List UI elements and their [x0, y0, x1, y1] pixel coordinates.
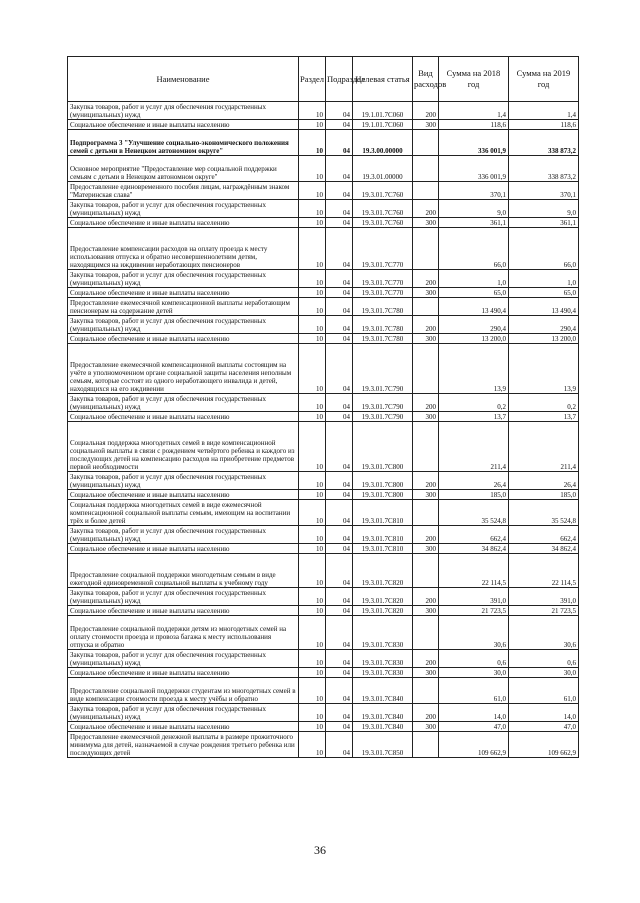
- row-expense-type: [413, 298, 439, 316]
- row-expense-type: 200: [413, 200, 439, 218]
- row-expense-type: [413, 678, 439, 704]
- row-sum-2019: 361,1: [509, 218, 579, 228]
- row-sum-2019: 13 200,0: [509, 334, 579, 344]
- row-name: Социальное обеспечение и иные выплаты населению: [68, 544, 299, 554]
- row-sum-2019: 61,0: [509, 678, 579, 704]
- page-number: 36: [314, 843, 326, 857]
- row-name: Социальная поддержка многодетных семей в виде ежемесячной компенсационной социальной выплаты семьям, имеющим на воспитании трёх и более детей: [68, 500, 299, 526]
- row-sum-2019: 30,0: [509, 668, 579, 678]
- row-subsection: 04: [326, 316, 353, 334]
- table-row: [68, 588, 579, 606]
- row-target-code: 19.3.01.7C820: [353, 606, 413, 616]
- row-section: 10: [299, 606, 326, 616]
- row-expense-type: 200: [413, 526, 439, 544]
- row-section: 10: [299, 526, 326, 544]
- row-section: 10: [299, 394, 326, 412]
- row-subsection: 04: [326, 526, 353, 544]
- row-subsection: 04: [326, 344, 353, 394]
- row-sum-2018: 336 001,9: [439, 156, 509, 182]
- row-expense-type: 300: [413, 722, 439, 732]
- row-target-code: 19.3.01.7C770: [353, 270, 413, 288]
- table-row: [68, 394, 579, 412]
- row-subsection: 04: [326, 606, 353, 616]
- row-target-code: 19.3.01.7C760: [353, 200, 413, 218]
- row-section: 10: [299, 412, 326, 422]
- row-sum-2018: 1,4: [439, 102, 509, 120]
- table-row: [68, 668, 579, 678]
- row-section: 10: [299, 588, 326, 606]
- header-subsection: Подраздел: [326, 57, 353, 102]
- table-body: [68, 102, 579, 758]
- row-target-code: 19.3.01.7C830: [353, 616, 413, 650]
- row-subsection: 04: [326, 228, 353, 270]
- row-subsection: 04: [326, 650, 353, 668]
- row-name: Социальное обеспечение и иные выплаты населению: [68, 218, 299, 228]
- row-sum-2019: 1,0: [509, 270, 579, 288]
- row-subsection: 04: [326, 668, 353, 678]
- row-section: 10: [299, 722, 326, 732]
- table-row: [68, 182, 579, 200]
- row-subsection: 04: [326, 120, 353, 130]
- table-row: [68, 200, 579, 218]
- row-section: 10: [299, 182, 326, 200]
- row-name: Социальное обеспечение и иные выплаты населению: [68, 412, 299, 422]
- row-name: Предоставление социальной поддержки детям из многодетных семей на оплату стоимости проезда и провоза багажа к месту использования отпуска и обратно: [68, 616, 299, 650]
- row-subsection: 04: [326, 422, 353, 472]
- row-sum-2019: 9,0: [509, 200, 579, 218]
- header-target-article: Целевая статья: [353, 57, 413, 102]
- row-expense-type: [413, 130, 439, 156]
- row-sum-2019: 391,0: [509, 588, 579, 606]
- row-sum-2019: 34 862,4: [509, 544, 579, 554]
- row-section: 10: [299, 704, 326, 722]
- row-name: Закупка товаров, работ и услуг для обеспечения государственных (муниципальных) нужд: [68, 588, 299, 606]
- row-sum-2019: 290,4: [509, 316, 579, 334]
- row-sum-2019: 35 524,8: [509, 500, 579, 526]
- row-name: Основное мероприятие "Предоставление мер социальной поддержки семьям с детьми в Ненецком автономном округе": [68, 156, 299, 182]
- table-row: [68, 316, 579, 334]
- table-row: [68, 218, 579, 228]
- header-expense-type: Вид расходов: [413, 57, 439, 102]
- budget-table: [67, 56, 579, 758]
- row-subsection: 04: [326, 544, 353, 554]
- row-sum-2019: 14,0: [509, 704, 579, 722]
- row-subsection: 04: [326, 334, 353, 344]
- row-target-code: 19.3.01.7C830: [353, 668, 413, 678]
- row-expense-type: 200: [413, 316, 439, 334]
- row-target-code: 19.3.01.7C800: [353, 422, 413, 472]
- row-sum-2018: 21 723,5: [439, 606, 509, 616]
- row-expense-type: [413, 344, 439, 394]
- row-expense-type: 200: [413, 704, 439, 722]
- table-row: [68, 422, 579, 472]
- row-name: Закупка товаров, работ и услуг для обеспечения государственных (муниципальных) нужд: [68, 704, 299, 722]
- row-sum-2019: 109 662,9: [509, 732, 579, 758]
- table-row: [68, 412, 579, 422]
- row-name: Социальное обеспечение и иные выплаты населению: [68, 722, 299, 732]
- row-subsection: 04: [326, 472, 353, 490]
- row-section: 10: [299, 678, 326, 704]
- row-target-code: 19.3.01.7C760: [353, 218, 413, 228]
- header-sum-2018: Сумма на 2018 год: [439, 57, 509, 102]
- row-sum-2018: 14,0: [439, 704, 509, 722]
- table-row: [68, 298, 579, 316]
- row-sum-2018: 26,4: [439, 472, 509, 490]
- row-sum-2018: 9,0: [439, 200, 509, 218]
- row-sum-2019: 0,6: [509, 650, 579, 668]
- row-sum-2018: 290,4: [439, 316, 509, 334]
- header-sum-2019: Сумма на 2019 год: [509, 57, 579, 102]
- row-sum-2019: 0,2: [509, 394, 579, 412]
- row-sum-2018: 30,0: [439, 668, 509, 678]
- row-expense-type: 200: [413, 588, 439, 606]
- row-sum-2018: 61,0: [439, 678, 509, 704]
- row-sum-2019: 13 490,4: [509, 298, 579, 316]
- row-section: 10: [299, 422, 326, 472]
- header-name: Наименование: [68, 57, 299, 102]
- row-expense-type: [413, 616, 439, 650]
- row-section: 10: [299, 156, 326, 182]
- row-sum-2018: 34 862,4: [439, 544, 509, 554]
- table-row: [68, 650, 579, 668]
- table-row: [68, 472, 579, 490]
- row-sum-2018: 185,0: [439, 490, 509, 500]
- row-subsection: 04: [326, 704, 353, 722]
- row-section: 10: [299, 270, 326, 288]
- table-row: [68, 102, 579, 120]
- row-section: 10: [299, 544, 326, 554]
- row-target-code: 19.3.01.7C820: [353, 588, 413, 606]
- row-sum-2019: 338 873,2: [509, 130, 579, 156]
- row-name: Закупка товаров, работ и услуг для обеспечения государственных (муниципальных) нужд: [68, 316, 299, 334]
- row-subsection: 04: [326, 200, 353, 218]
- row-sum-2018: 0,6: [439, 650, 509, 668]
- table-row: [68, 554, 579, 588]
- row-sum-2018: 370,1: [439, 182, 509, 200]
- row-sum-2018: 13 200,0: [439, 334, 509, 344]
- row-sum-2018: 65,0: [439, 288, 509, 298]
- row-name: Социальная поддержка многодетных семей в виде компенсационной социальной выплаты в связи с рождением четвёртого ребенка и каждого из последующих детей на компенсацию расходов на приобретение предметов первой необходимости: [68, 422, 299, 472]
- row-expense-type: 200: [413, 394, 439, 412]
- row-sum-2019: 662,4: [509, 526, 579, 544]
- row-target-code: 19.1.01.7C060: [353, 102, 413, 120]
- table-row: [68, 334, 579, 344]
- row-sum-2019: 13,7: [509, 412, 579, 422]
- row-section: 10: [299, 668, 326, 678]
- row-name: Закупка товаров, работ и услуг для обеспечения государственных (муниципальных) нужд: [68, 526, 299, 544]
- table-row: [68, 544, 579, 554]
- row-subsection: 04: [326, 500, 353, 526]
- row-expense-type: 200: [413, 270, 439, 288]
- row-name: Подпрограмма 3 "Улучшение социально-экономического положения семей с детьми в Ненецком автономном округе": [68, 130, 299, 156]
- row-name: Предоставление социальной поддержки студентам из многодетных семей в виде компенсации стоимости проезда к месту учёбы и обратно: [68, 678, 299, 704]
- row-expense-type: 300: [413, 218, 439, 228]
- row-name: Социальное обеспечение и иные выплаты населению: [68, 668, 299, 678]
- row-sum-2019: 185,0: [509, 490, 579, 500]
- row-section: 10: [299, 228, 326, 270]
- row-expense-type: 300: [413, 334, 439, 344]
- row-sum-2019: 47,0: [509, 722, 579, 732]
- row-sum-2019: 118,6: [509, 120, 579, 130]
- row-section: 10: [299, 344, 326, 394]
- row-name: Закупка товаров, работ и услуг для обеспечения государственных (муниципальных) нужд: [68, 200, 299, 218]
- row-sum-2018: 336 001,9: [439, 130, 509, 156]
- row-name: Социальное обеспечение и иные выплаты населению: [68, 120, 299, 130]
- row-section: 10: [299, 616, 326, 650]
- row-sum-2018: 35 524,8: [439, 500, 509, 526]
- row-sum-2018: 22 114,5: [439, 554, 509, 588]
- row-target-code: 19.3.01.7C840: [353, 704, 413, 722]
- row-sum-2019: 1,4: [509, 102, 579, 120]
- row-section: 10: [299, 316, 326, 334]
- row-section: 10: [299, 102, 326, 120]
- row-subsection: 04: [326, 394, 353, 412]
- header-row: [68, 57, 579, 102]
- row-name: Социальное обеспечение и иные выплаты населению: [68, 490, 299, 500]
- row-expense-type: 300: [413, 606, 439, 616]
- row-sum-2019: 13,9: [509, 344, 579, 394]
- row-subsection: 04: [326, 722, 353, 732]
- row-expense-type: 300: [413, 288, 439, 298]
- table-row: [68, 526, 579, 544]
- table-row: [68, 344, 579, 394]
- row-target-code: 19.3.01.7C760: [353, 182, 413, 200]
- row-target-code: 19.3.01.7C810: [353, 544, 413, 554]
- table-row: [68, 120, 579, 130]
- row-subsection: 04: [326, 182, 353, 200]
- row-target-code: 19.3.01.7C790: [353, 344, 413, 394]
- row-sum-2018: 1,0: [439, 270, 509, 288]
- row-target-code: 19.3.01.7C780: [353, 334, 413, 344]
- row-subsection: 04: [326, 218, 353, 228]
- row-section: 10: [299, 554, 326, 588]
- row-target-code: 19.3.01.00000: [353, 156, 413, 182]
- row-sum-2019: 66,0: [509, 228, 579, 270]
- row-target-code: 19.3.01.7C840: [353, 678, 413, 704]
- row-expense-type: [413, 182, 439, 200]
- row-expense-type: 200: [413, 650, 439, 668]
- row-expense-type: 200: [413, 102, 439, 120]
- row-expense-type: [413, 422, 439, 472]
- table-row: [68, 606, 579, 616]
- row-subsection: 04: [326, 270, 353, 288]
- row-sum-2018: 391,0: [439, 588, 509, 606]
- table-row: [68, 704, 579, 722]
- row-section: 10: [299, 218, 326, 228]
- row-sum-2019: 21 723,5: [509, 606, 579, 616]
- row-name: Предоставление социальной поддержки многодетным семьям в виде ежегодной единовременной социальной выплаты к учебному году: [68, 554, 299, 588]
- row-sum-2018: 662,4: [439, 526, 509, 544]
- row-section: 10: [299, 472, 326, 490]
- row-name: Предоставление компенсации расходов на оплату проезда к месту использования отпуска и обратно несовершеннолетним детям, находящимся на иждивении неработающих пенсионеров: [68, 228, 299, 270]
- row-subsection: 04: [326, 298, 353, 316]
- row-target-code: 19.3.01.7C830: [353, 650, 413, 668]
- row-name: Социальное обеспечение и иные выплаты населению: [68, 334, 299, 344]
- row-name: Закупка товаров, работ и услуг для обеспечения государственных (муниципальных) нужд: [68, 472, 299, 490]
- row-name: Предоставление ежемесячной денежной выплаты в размере прожиточного минимума для детей, назначаемой в случае рождения третьего ребенка или последующих детей: [68, 732, 299, 758]
- row-section: 10: [299, 334, 326, 344]
- row-subsection: 04: [326, 412, 353, 422]
- row-target-code: 19.3.01.7C820: [353, 554, 413, 588]
- table-row: [68, 270, 579, 288]
- row-name: Социальное обеспечение и иные выплаты населению: [68, 288, 299, 298]
- row-sum-2018: 118,6: [439, 120, 509, 130]
- row-subsection: 04: [326, 732, 353, 758]
- row-sum-2018: 109 662,9: [439, 732, 509, 758]
- row-expense-type: [413, 732, 439, 758]
- row-expense-type: 300: [413, 544, 439, 554]
- row-sum-2019: 22 114,5: [509, 554, 579, 588]
- table-row: [68, 156, 579, 182]
- row-target-code: 19.3.01.7C840: [353, 722, 413, 732]
- table-row: [68, 616, 579, 650]
- row-name: Закупка товаров, работ и услуг для обеспечения государственных (муниципальных) нужд: [68, 270, 299, 288]
- row-expense-type: 300: [413, 412, 439, 422]
- row-sum-2018: 47,0: [439, 722, 509, 732]
- row-target-code: 19.3.01.7C800: [353, 490, 413, 500]
- row-section: 10: [299, 490, 326, 500]
- header-section: Раздел: [299, 57, 326, 102]
- row-target-code: 19.3.01.7C780: [353, 298, 413, 316]
- row-sum-2018: 66,0: [439, 228, 509, 270]
- row-sum-2018: 361,1: [439, 218, 509, 228]
- row-sum-2019: 211,4: [509, 422, 579, 472]
- row-expense-type: [413, 156, 439, 182]
- row-name: Закупка товаров, работ и услуг для обеспечения государственных (муниципальных) нужд: [68, 650, 299, 668]
- table-row: [68, 288, 579, 298]
- row-expense-type: 300: [413, 490, 439, 500]
- row-target-code: 19.1.01.7C060: [353, 120, 413, 130]
- row-sum-2018: 0,2: [439, 394, 509, 412]
- row-target-code: 19.3.00.00000: [353, 130, 413, 156]
- row-section: 10: [299, 298, 326, 316]
- row-target-code: 19.3.01.7C790: [353, 394, 413, 412]
- row-sum-2019: 338 873,2: [509, 156, 579, 182]
- row-target-code: 19.3.01.7C770: [353, 288, 413, 298]
- row-expense-type: 300: [413, 668, 439, 678]
- row-sum-2019: 26,4: [509, 472, 579, 490]
- row-section: 10: [299, 200, 326, 218]
- row-subsection: 04: [326, 554, 353, 588]
- row-sum-2018: 211,4: [439, 422, 509, 472]
- row-subsection: 04: [326, 288, 353, 298]
- row-target-code: 19.3.01.7C850: [353, 732, 413, 758]
- row-target-code: 19.3.01.7C810: [353, 526, 413, 544]
- row-section: 10: [299, 288, 326, 298]
- table-row: [68, 490, 579, 500]
- row-subsection: 04: [326, 616, 353, 650]
- row-section: 10: [299, 120, 326, 130]
- row-subsection: 04: [326, 130, 353, 156]
- row-expense-type: [413, 554, 439, 588]
- row-target-code: 19.3.01.7C770: [353, 228, 413, 270]
- table-row: [68, 130, 579, 156]
- table-row: [68, 500, 579, 526]
- row-target-code: 19.3.01.7C810: [353, 500, 413, 526]
- row-name: Социальное обеспечение и иные выплаты населению: [68, 606, 299, 616]
- table-row: [68, 732, 579, 758]
- row-subsection: 04: [326, 490, 353, 500]
- row-expense-type: [413, 228, 439, 270]
- row-name: Закупка товаров, работ и услуг для обеспечения государственных (муниципальных) нужд: [68, 394, 299, 412]
- table-row: [68, 722, 579, 732]
- table-row: [68, 678, 579, 704]
- row-sum-2018: 13 490,4: [439, 298, 509, 316]
- row-sum-2018: 13,7: [439, 412, 509, 422]
- row-target-code: 19.3.01.7C790: [353, 412, 413, 422]
- table-row: [68, 228, 579, 270]
- row-expense-type: 200: [413, 472, 439, 490]
- row-sum-2019: 65,0: [509, 288, 579, 298]
- row-name: Предоставление ежемесячной компенсационной выплаты состоящим на учёте в уполномоченном органе социальной защиты населения неполным семьям, которые состоят из одного неработающего инвалида и детей, находящихся на его иждивении: [68, 344, 299, 394]
- row-sum-2018: 13,9: [439, 344, 509, 394]
- row-name: Предоставление ежемесячной компенсационной выплаты неработающим пенсионерам на содержание детей: [68, 298, 299, 316]
- row-name: Закупка товаров, работ и услуг для обеспечения государственных (муниципальных) нужд: [68, 102, 299, 120]
- row-subsection: 04: [326, 588, 353, 606]
- row-target-code: 19.3.01.7C800: [353, 472, 413, 490]
- row-subsection: 04: [326, 156, 353, 182]
- row-sum-2019: 30,6: [509, 616, 579, 650]
- row-name: Предоставление единовременного пособия лицам, награждённым знаком "Материнская слава": [68, 182, 299, 200]
- row-sum-2019: 370,1: [509, 182, 579, 200]
- row-sum-2018: 30,6: [439, 616, 509, 650]
- row-section: 10: [299, 732, 326, 758]
- row-subsection: 04: [326, 102, 353, 120]
- row-section: 10: [299, 650, 326, 668]
- row-expense-type: 300: [413, 120, 439, 130]
- row-target-code: 19.3.01.7C780: [353, 316, 413, 334]
- row-section: 10: [299, 500, 326, 526]
- row-subsection: 04: [326, 678, 353, 704]
- row-section: 10: [299, 130, 326, 156]
- row-expense-type: [413, 500, 439, 526]
